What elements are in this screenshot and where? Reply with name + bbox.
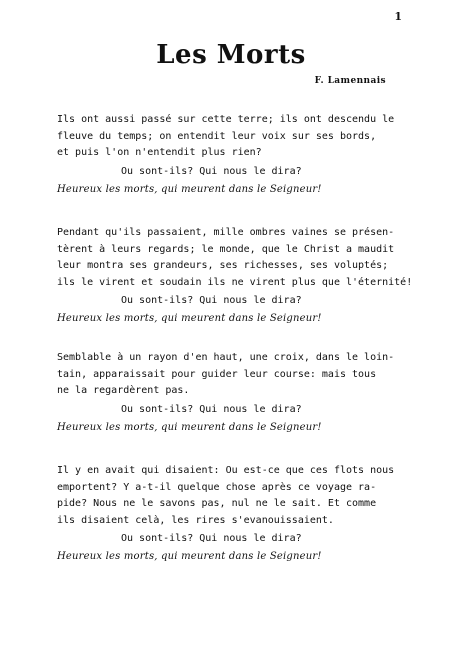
stanza-prose — [57, 225, 413, 291]
question-line: Ou sont-ils? Qui nous le dira? — [121, 533, 302, 544]
prose-line: emportent? Y a-t-il quelque chose après ce voyage ra- — [57, 481, 377, 493]
prose-line: et puis l'on n'entendit plus rien? — [57, 147, 262, 158]
prose-line: ne la regardèrent pas. — [57, 385, 190, 396]
stanza-4 — [57, 463, 395, 565]
prose-line: tèrent à leurs regards; le monde, que le Christ a maudit — [57, 243, 395, 255]
stanza-1 — [57, 112, 395, 198]
stanza-prose — [57, 463, 395, 529]
prose-line: Ils ont aussi passé sur cette terre; ils ont descendu le — [57, 114, 395, 125]
stanza-2 — [57, 225, 413, 327]
prose-line: ils disaient celà, les rires s'evanouissaient. — [57, 514, 334, 526]
prose-line: Semblable à un rayon d'en haut, une croix, dans le loin- — [57, 352, 395, 363]
prose-line: ils le virent et soudain ils ne virent plus que l'éternité! — [57, 276, 413, 288]
prose-line: pide? Nous ne le savons pas, nul ne le sait. Et comme — [57, 498, 377, 509]
stanza-prose — [57, 112, 395, 162]
page-title: Les Morts — [156, 40, 306, 70]
prose-line: leur montra ses grandeurs, ses richesses, ses voluptés; — [57, 260, 389, 271]
question-line: Ou sont-ils? Qui nous le dira? — [121, 295, 302, 306]
stanza-prose — [57, 350, 395, 400]
prose-line: fleuve du temps; on entendit leur voix sur ses bords, — [57, 130, 377, 142]
refrain-line: Heureux les morts, qui meurent dans le Seigneur! — [57, 421, 322, 433]
prose-line: Il y en avait qui disaient: Ou est-ce que ces flots nous — [57, 465, 395, 476]
refrain-line: Heureux les morts, qui meurent dans le Seigneur! — [57, 313, 322, 324]
page-number: 1 — [394, 10, 402, 23]
question-line: Ou sont-ils? Qui nous le dira? — [121, 165, 302, 177]
prose-line: tain, apparaissait pour guider leur course: mais tous — [57, 368, 377, 380]
refrain-line: Heureux les morts, qui meurent dans le Seigneur! — [57, 551, 322, 562]
question-line: Ou sont-ils? Qui nous le dira? — [121, 403, 302, 415]
author-name: F. Lamennais — [314, 76, 386, 86]
refrain-line: Heureux les morts, qui meurent dans le Seigneur! — [57, 183, 322, 195]
stanza-3 — [57, 350, 395, 436]
prose-line: Pendant qu'ils passaient, mille ombres vaines se présen- — [57, 227, 395, 238]
